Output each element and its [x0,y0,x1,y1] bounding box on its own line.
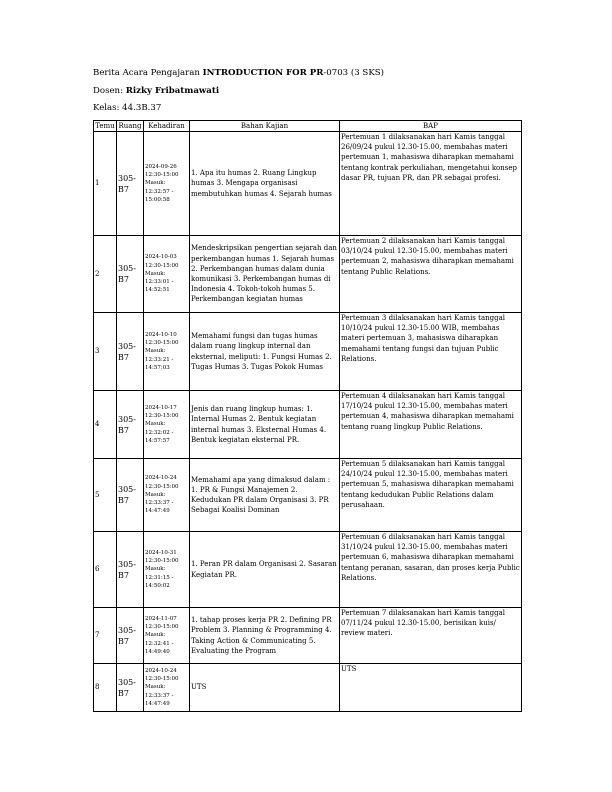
table-row [94,313,522,391]
attendance-line: 14:57:03 [145,364,170,371]
attendance-line: 14:47:49 [145,508,170,515]
attendance-line: 15:00:58 [145,196,170,203]
table-row [94,664,522,712]
table-row [94,391,522,459]
attendance-cell [144,313,190,391]
class-line: Kelas: 44.3B.37 [93,103,162,113]
attendance-line: 12:33:21 - [145,356,174,363]
room-cell: 305-B7 [117,313,144,391]
bap-cell: Pertemuan 7 dilaksanakan hari Kamis tanggal 07/11/24 pukul 12.30-15.00, berisikan kuis/ review materi. [340,608,522,664]
attendance-line: 2024-11-07 [145,615,177,622]
attendance-line: 14:52:51 [145,287,170,294]
attendance-line: 12:32:41 - [145,640,174,647]
course-code: -0703 (3 SKS) [323,68,384,78]
room-cell: 305-B7 [117,608,144,664]
attendance-cell [144,532,190,608]
material-cell: 1. Peran PR dalam Organisasi 2. Sasaran Kegiatan PR. [190,532,340,608]
material-cell: 1. Apa itu humas 2. Ruang Lingkup humas 3. Mengapa organisasi membutuhkan humas 4. Sejarah humas [190,132,340,236]
attendance-line: 2024-10-31 [145,549,177,556]
attendance-line: 14:50:02 [145,582,170,589]
attendance-line: 12:32:02 - [145,429,174,436]
attendance-line: 12:30-15:00 [145,483,179,490]
meeting-number-cell: 8 [94,664,117,712]
table-row [94,532,522,608]
bap-cell: UTS [340,664,522,712]
attendance-line: 12:30-15:00 [145,558,179,565]
attendance-line: 2024-10-24 [145,667,177,674]
attendance-line: 2024-10-24 [145,475,177,482]
col-header-bap: BAP [340,121,522,132]
room-cell: 305-B7 [117,459,144,532]
room-cell: 305-B7 [117,532,144,608]
attendance-line: 14:47:49 [145,700,170,707]
attendance-line: 12:30-15:00 [145,413,179,420]
col-header-material: Bahan Kajian [190,121,340,132]
attendance-line: Masuk: [145,348,166,355]
table-row [94,459,522,532]
meeting-number-cell: 4 [94,391,117,459]
attendance-line: 2024-10-10 [145,331,177,338]
meeting-number-cell: 2 [94,236,117,313]
attendance-line: Masuk: [145,180,166,187]
room-cell: 305-B7 [117,132,144,236]
meeting-number-cell: 7 [94,608,117,664]
meeting-number-cell: 5 [94,459,117,532]
course-name: INTRODUCTION FOR PR [202,68,324,78]
attendance-line: 12:32:57 - [145,188,174,195]
attendance-line: 12:30-15:00 [145,340,179,347]
meeting-number-cell: 1 [94,132,117,236]
attendance-line: 12:33:01 - [145,279,174,286]
material-cell: Memahami apa yang dimaksud dalam : 1. PR & Fungsi Manajemen 2. Kedudukan PR dalam Organisasi 3. PR Sebagai Koalisi Dominan [190,459,340,532]
attendance-cell [144,664,190,712]
col-header-room: Ruang [117,121,144,132]
table-header-row [94,121,522,132]
table-row [94,132,522,236]
bap-cell: Pertemuan 4 dilaksanakan hari Kamis tanggal 17/10/24 pukul 12.30-15.00, membahas materi pertemuan 4, mahasiswa diharapkan memahami tentang ruang lingkup Public Relations. [340,391,522,459]
material-cell: 1. tahap proses kerja PR 2. Defining PR Problem 3. Planning & Programming 4. Taking Action & Communicating 5. Evaluating the Program [190,608,340,664]
attendance-line: 12:30-15:00 [145,172,179,179]
bap-cell: Pertemuan 1 dilaksanakan hari Kamis tanggal 26/09/24 pukul 12.30-15.00, membahas materi pertemuan 1, mahasiswa diharapkan memahami tentang kontrak perkuliahan, mengetahui konsep dasar PR, tujuan PR, dan PR sebagai profesi. [340,132,522,236]
bap-cell: Pertemuan 2 dilaksanakan hari Kamis tanggal 03/10/24 pukul 12.30-15.00, membahas materi pertemuan 2, mahasiswa diharapkan memahami tentang Public Relations. [340,236,522,313]
attendance-line: 12:30-15:00 [145,624,179,631]
attendance-line: Masuk: [145,566,166,573]
attendance-line: 14:49:40 [145,648,170,655]
attendance-cell [144,132,190,236]
attendance-cell [144,391,190,459]
meeting-number-cell: 6 [94,532,117,608]
material-cell: Mendeskripsikan pengertian sejarah dan perkembangan humas 1. Sejarah humas 2. Perkembangan humas dalam dunia komunikasi 3. Perkembangan humas di Indonesia 4. Tokoh-tokoh humas 5. Perkembangan kegiatan humas [190,236,340,313]
lecturer-name: Rizky Fribatmawati [125,86,220,96]
attendance-line: 12:33:37 - [145,692,174,699]
attendance-line: 12:30-15:00 [145,676,179,683]
attendance-cell [144,236,190,313]
material-cell: UTS [190,664,340,712]
bap-cell: Pertemuan 5 dilaksanakan hari Kamis tanggal 24/10/24 pukul 12.30-15.00, membahas materi pertemuan 5, mahasiswa diharapkan memahami tentang kedudukan Public Relations dalam perusahaan. [340,459,522,532]
attendance-line: 14:57:57 [145,437,170,444]
lecturer-label: Dosen: [93,86,126,96]
title-prefix: Berita Acara Pengajaran [93,68,203,78]
attendance-line: 2024-10-03 [145,254,177,261]
material-cell: Memahami fungsi dan tugas humas dalam ruang lingkup internal dan eksternal, meliputi: 1. Fungsi Humas 2. Tugas Humas 3. Tugas Pokok Humas [190,313,340,391]
table-row [94,236,522,313]
attendance-line: 12:30-15:00 [145,262,179,269]
col-header-attendance: Kehadiran [144,121,190,132]
attendance-line: 2024-10-17 [145,404,177,411]
attendance-line: Masuk: [145,421,166,428]
document-title [93,68,384,78]
bap-cell: Pertemuan 6 dilaksanakan hari Kamis tanggal 31/10/24 pukul 12.30-15.00, membahas materi pertemuan 6, mahasiswa diharapkan memahami tentang peranan, sasaran, dan proses kerja Public Relations. [340,532,522,608]
room-cell: 305-B7 [117,391,144,459]
room-cell: 305-B7 [117,236,144,313]
bap-cell: Pertemuan 3 dilaksanakan hari Kamis tanggal 10/10/24 pukul 12.30-15.00 WIB, membahas materi pertemuan 3, mahasiswa diharapkan memahami tentang fungsi dan tujuan Public Relations. [340,313,522,391]
attendance-line: Masuk: [145,270,166,277]
teaching-record-table [93,120,522,712]
material-cell: Jenis dan ruang lingkup humas: 1. Internal Humas 2. Bentuk kegiatan internal humas 3. Eksternal Humas 4. Bentuk kegiatan eksternal PR. [190,391,340,459]
meeting-number-cell: 3 [94,313,117,391]
attendance-cell [144,459,190,532]
lecturer-line [93,86,219,96]
attendance-line: 12:31:15 - [145,574,174,581]
attendance-line: 2024-09-26 [145,163,177,170]
col-header-meeting: Temu [95,122,115,130]
table-row [94,608,522,664]
attendance-cell [144,608,190,664]
attendance-line: Masuk: [145,632,166,639]
attendance-line: Masuk: [145,684,166,691]
attendance-line: 12:33:37 - [145,500,174,507]
attendance-line: Masuk: [145,491,166,498]
room-cell: 305-B7 [117,664,144,712]
